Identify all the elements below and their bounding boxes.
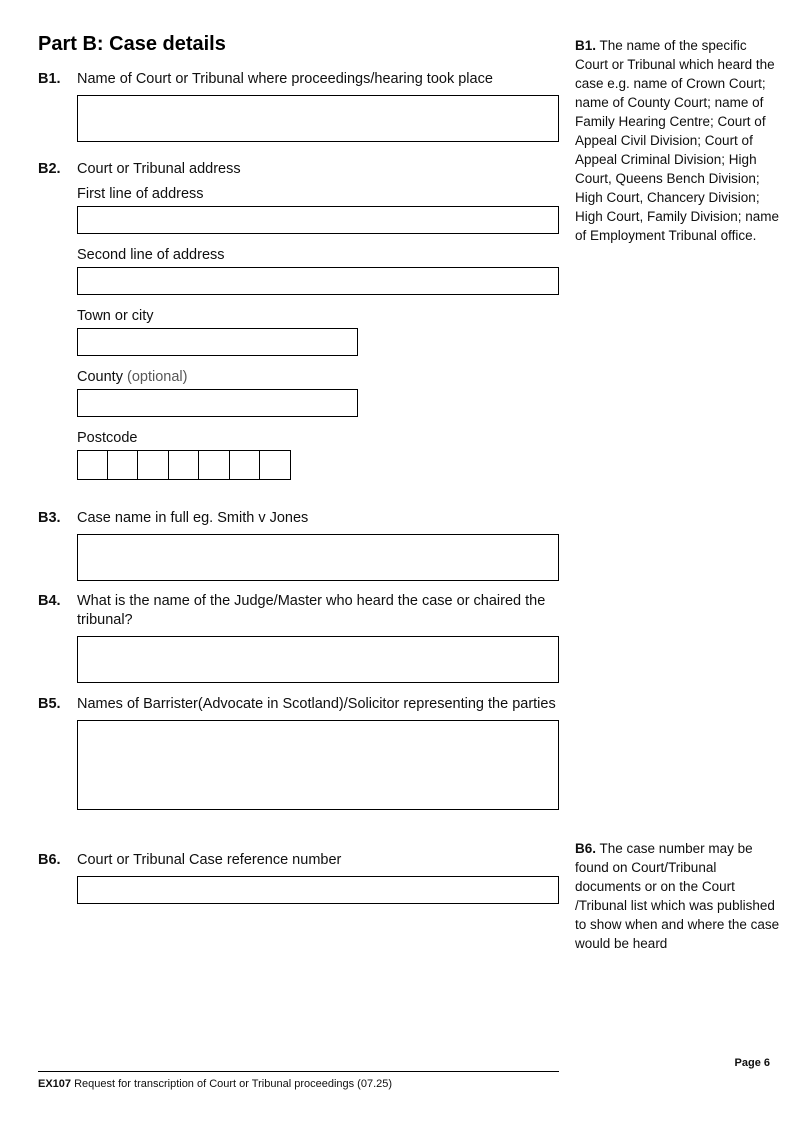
b2-town-label: Town or city: [77, 308, 154, 324]
question-b3-head: [38, 509, 559, 528]
question-b2: [38, 160, 559, 480]
b1-court-name-input[interactable]: [77, 95, 559, 142]
postcode-cell[interactable]: [199, 450, 230, 480]
b2-address-line2-input[interactable]: [77, 267, 559, 295]
b2-town-input[interactable]: [77, 328, 358, 356]
question-b4: [38, 592, 559, 683]
page-title: Part B: Case details: [38, 33, 226, 55]
b2-postcode-label: Postcode: [77, 430, 138, 446]
postcode-cell[interactable]: [138, 450, 169, 480]
b4-judge-name-input[interactable]: [77, 636, 559, 683]
question-b3-label: Case name in full eg. Smith v Jones: [77, 510, 309, 526]
question-b2-label: Court or Tribunal address: [77, 161, 241, 177]
b2-line1-label: First line of address: [77, 186, 204, 202]
note-b1-text: The name of the specific Court or Tribunal which heard the case e.g. name of Crown Court; name of County Court; name of Family Hearing Centre; Court of Appeal Civil Division; Court of Appeal Criminal Division; High Court, Queens Bench Division; High Court, Chancery Division; High Court, Family Division; name of Employment Tribunal office.: [575, 38, 780, 243]
question-b6-label: Court or Tribunal Case reference number: [77, 852, 342, 868]
page-number: Page 6: [734, 1057, 770, 1069]
question-b3-number: B3.: [38, 510, 61, 526]
b2-county-label-text: County: [77, 369, 123, 385]
question-b5-label: Names of Barrister(Advocate in Scotland)/Solicitor representing the parties: [77, 696, 556, 712]
question-b6-head: [38, 851, 559, 870]
question-b4-label: What is the name of the Judge/Master who heard the case or chaired the tribunal?: [77, 593, 546, 628]
question-b2-head: [38, 160, 559, 179]
note-b6-text: The case number may be found on Court/Tribunal documents or on the Court /Tribunal list which was published to show when and where the case would be heard: [575, 841, 780, 951]
postcode-cell[interactable]: [260, 450, 291, 480]
footer-text: [38, 1077, 392, 1091]
question-b3: [38, 509, 559, 581]
question-b5-head: [38, 695, 559, 714]
question-b1: [38, 70, 559, 142]
b5-barrister-names-input[interactable]: [77, 720, 559, 810]
question-b6-number: B6.: [38, 852, 61, 868]
postcode-cell[interactable]: [169, 450, 200, 480]
b6-case-reference-input[interactable]: [77, 876, 559, 904]
b2-address-line1-input[interactable]: [77, 206, 559, 234]
question-b5-number: B5.: [38, 696, 61, 712]
question-b4-head: [38, 592, 559, 630]
question-b1-number: B1.: [38, 71, 61, 87]
note-b1-number: B1.: [575, 38, 597, 53]
question-b2-number: B2.: [38, 161, 61, 177]
footer-form-code: EX107: [38, 1078, 72, 1090]
b2-county-optional-text: (optional): [126, 369, 188, 385]
postcode-cell[interactable]: [230, 450, 261, 480]
b2-line2-label: Second line of address: [77, 247, 225, 263]
note-b1: [575, 36, 781, 245]
question-b1-label: Name of Court or Tribunal where proceedings/hearing took place: [77, 71, 493, 87]
note-b6-number: B6.: [575, 841, 597, 856]
b2-county-label: [77, 368, 559, 387]
footer-divider: [38, 1071, 559, 1072]
note-b6: [575, 839, 781, 953]
b3-case-name-input[interactable]: [77, 534, 559, 581]
postcode-cell[interactable]: [77, 450, 108, 480]
postcode-cell[interactable]: [108, 450, 139, 480]
b2-county-input[interactable]: [77, 389, 358, 417]
footer-description: Request for transcription of Court or Tribunal proceedings (07.25): [74, 1078, 393, 1090]
question-b5: [38, 695, 559, 810]
question-b6: [38, 851, 559, 904]
question-b4-number: B4.: [38, 593, 61, 609]
question-b1-head: [38, 70, 559, 89]
postcode-boxes: [77, 450, 559, 480]
